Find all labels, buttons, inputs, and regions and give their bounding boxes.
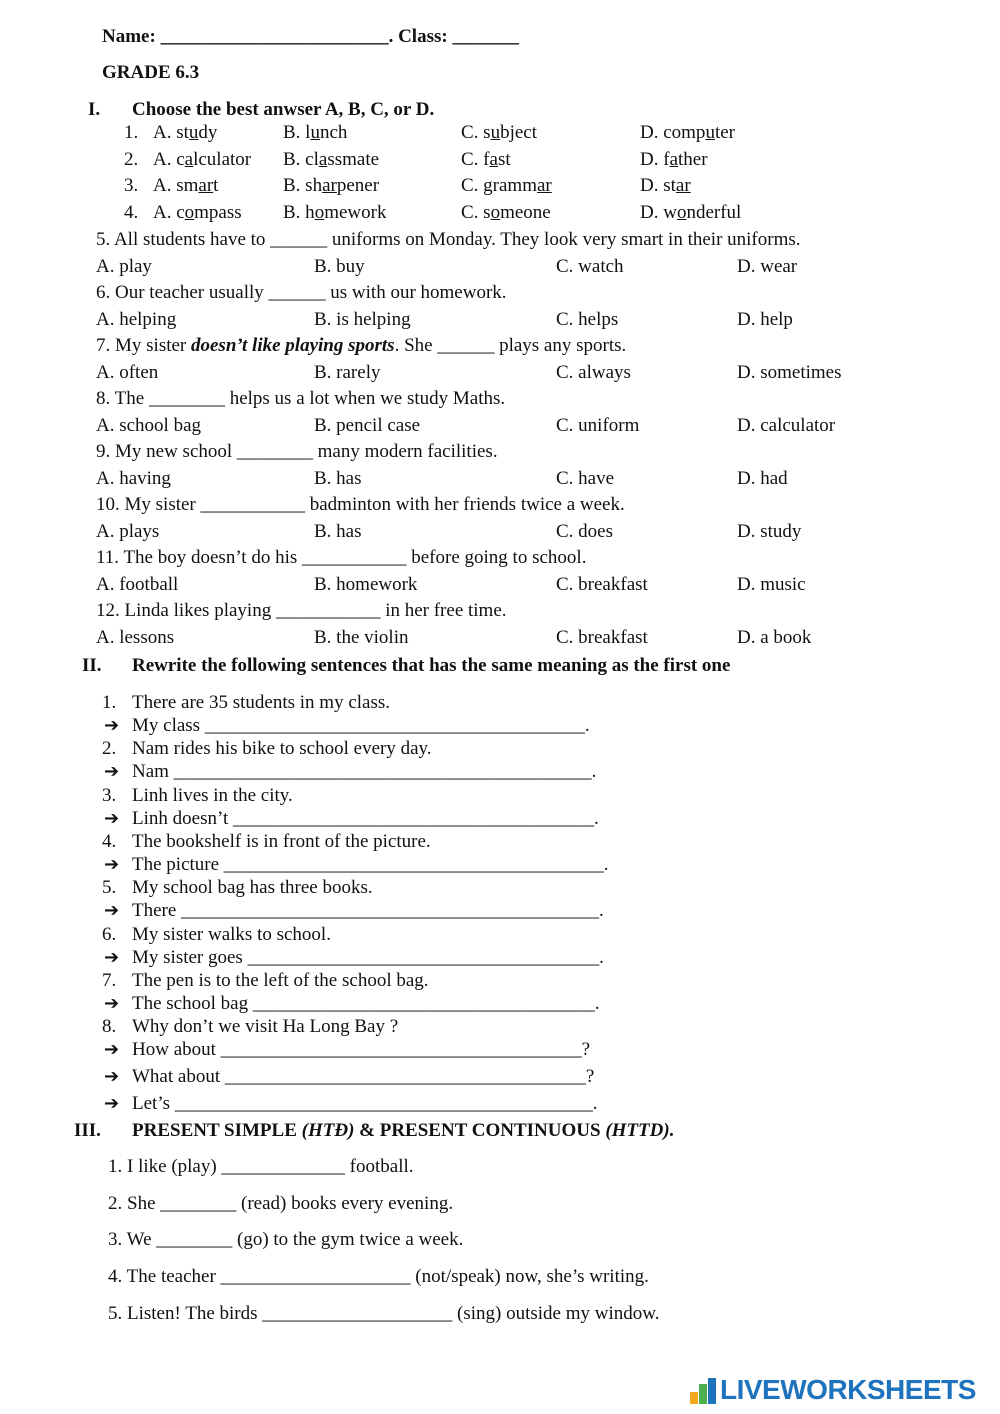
original-sentence: My sister walks to school. [132,924,331,945]
right-arrow-icon: ➔ [104,715,120,736]
name-line [102,25,519,49]
verb-exercise-line[interactable]: 2. She ________ (read) books every evening. [108,1192,454,1214]
option-text: A. c [153,148,185,170]
option-text: B. l [283,122,311,143]
rewrite-answer-line[interactable]: My sister goes _____________________________________. [132,947,604,968]
section-3-title-abbr1: (HTĐ) [301,1120,355,1141]
right-arrow-icon: ➔ [104,900,120,921]
right-arrow-icon: ➔ [104,854,120,875]
answer-option[interactable]: D. music [737,574,806,595]
stem-text: . She ______ plays any sports. [394,335,627,356]
liveworksheets-mark-icon [690,1378,716,1404]
question-stem [96,334,626,358]
sentence-number: 4. [102,831,117,852]
answer-option[interactable]: A. having [96,468,171,489]
sentence-number: 2. [102,738,117,759]
underlined-sound: a [669,148,678,170]
option-text: B. cl [283,148,319,170]
underlined-sound: u [490,122,501,143]
right-arrow-icon: ➔ [104,808,120,829]
sentence-number: 5. [102,877,117,898]
pron-option[interactable] [461,174,552,198]
question-stem: 6. Our teacher usually ______ us with our homework. [96,282,507,303]
pron-option[interactable] [153,121,217,145]
option-text: st [497,148,511,170]
option-text: C. s [461,201,491,223]
section-3-title-part1: PRESENT SIMPLE [132,1120,302,1141]
underlined-sound: u [705,122,715,143]
option-text: lculator [193,148,252,170]
option-text: B. h [283,201,315,223]
pron-option[interactable] [640,148,708,172]
answer-option[interactable]: B. the violin [314,627,409,648]
answer-option[interactable]: C. always [556,362,631,383]
answer-option[interactable]: C. watch [556,256,624,277]
pron-option[interactable] [153,148,251,172]
original-sentence: Linh lives in the city. [132,785,293,806]
underlined-sound: o [184,201,195,223]
underlined-sound: a [489,148,498,170]
pron-option[interactable] [283,148,379,172]
answer-option[interactable]: B. homework [314,574,418,595]
sentence-number: 8. [102,1016,117,1037]
name-blank[interactable]: ________________________ [160,26,389,47]
rewrite-answer-line[interactable]: Linh doesn’t ______________________________________. [132,808,599,829]
underlined-sound: ar [198,175,214,196]
option-text: A. st [153,122,189,143]
underlined-sound: o [490,201,501,223]
right-arrow-icon: ➔ [104,1093,120,1114]
answer-option[interactable]: C. does [556,521,613,542]
answer-option[interactable]: D. a book [737,627,812,648]
answer-option[interactable]: B. has [314,468,362,489]
question-stem: 9. My new school ________ many modern facilities. [96,441,498,462]
rewrite-answer-line[interactable]: Let’s ____________________________________________. [132,1093,598,1114]
original-sentence: My school bag has three books. [132,877,373,898]
section-3-title [132,1119,674,1143]
underlined-sound: a [318,148,328,170]
name-label: Name: [102,26,156,47]
underlined-sound: u [188,122,199,143]
option-text: C. gramm [461,175,537,196]
answer-option[interactable]: B. is helping [314,309,411,330]
option-text: mework [324,201,387,223]
answer-option[interactable]: C. breakfast [556,574,648,595]
answer-option[interactable]: D. study [737,521,802,542]
answer-option[interactable]: B. buy [314,256,365,277]
rewrite-answer-line[interactable]: The picture ________________________________________. [132,854,609,875]
answer-option[interactable]: C. breakfast [556,627,648,648]
sentence-number: 3. [102,785,117,806]
answer-option[interactable]: B. has [314,521,362,542]
pron-option[interactable] [461,121,537,145]
pron-option[interactable] [461,148,511,172]
rewrite-answer-line[interactable]: The school bag ____________________________________. [132,993,600,1014]
verb-exercise-line[interactable]: 5. Listen! The birds ____________________ (sing) outside my window. [108,1302,660,1324]
option-text: mpass [194,201,242,223]
answer-option[interactable]: A. helping [96,309,177,330]
verb-exercise-line[interactable]: 1. I like (play) _____________ football. [108,1156,414,1177]
question-stem: 11. The boy doesn’t do his ___________ before going to school. [96,547,587,568]
verb-exercise-line[interactable]: 3. We ________ (go) to the gym twice a week. [108,1229,464,1251]
question-stem: 12. Linda likes playing ___________ in her free time. [96,600,507,621]
answer-option[interactable]: A. plays [96,521,160,542]
class-label: . Class: [388,26,448,47]
section-3-title-part2: & PRESENT CONTINUOUS [354,1120,606,1141]
option-text: ssmate [327,148,380,170]
option-text: C. f [461,148,490,170]
right-arrow-icon: ➔ [104,993,120,1014]
option-text: B. sh [283,175,323,196]
stem-emphasis: doesn’t like playing sports [191,335,395,356]
pron-option[interactable] [283,174,379,198]
underlined-sound: a [184,148,194,170]
option-text: ther [678,148,708,170]
pron-number: 2. [124,148,139,170]
pron-option[interactable] [283,121,347,145]
option-text: nch [319,122,348,143]
pron-option[interactable] [461,201,551,225]
question-stem: 8. The ________ helps us a lot when we study Maths. [96,388,506,409]
sentence-number: 6. [102,924,117,945]
option-text: A. c [153,201,185,223]
stem-text: 7. My sister [96,335,191,356]
rewrite-answer-line[interactable]: What about ______________________________________? [132,1066,595,1087]
question-stem: 10. My sister ___________ badminton with her friends twice a week. [96,494,625,515]
liveworksheets-logo-text: LIVEWORKSHEETS [720,1374,976,1405]
original-sentence: The pen is to the left of the school bag. [132,970,429,991]
class-blank[interactable]: _______ [452,26,519,47]
liveworksheets-logo [690,1373,990,1407]
option-text: nderful [686,201,742,223]
underlined-sound: u [310,122,320,143]
answer-option[interactable]: D. help [737,309,793,330]
answer-option[interactable]: B. pencil case [314,415,421,436]
pron-number: 3. [124,175,139,196]
answer-option[interactable]: D. had [737,468,788,489]
option-text: D. f [640,148,670,170]
option-text: A. sm [153,175,199,196]
section-2-title: Rewrite the following sentences that has the same meaning as the first one [132,655,731,676]
rewrite-answer-line[interactable]: My class ________________________________________. [132,715,590,736]
section-3-number: III. [74,1120,101,1141]
pron-option[interactable] [153,174,218,198]
rewrite-answer-line[interactable]: There ____________________________________________. [132,900,604,921]
section-3-title-abbr2: (HTTD). [605,1120,675,1141]
grade-label: GRADE 6.3 [102,62,200,83]
underlined-sound: o [314,201,325,223]
option-text: bject [500,122,538,143]
option-text: C. s [461,122,491,143]
pron-number: 1. [124,122,139,143]
answer-option[interactable]: D. sometimes [737,362,842,383]
answer-option[interactable]: D. wear [737,256,798,277]
answer-option[interactable]: A. football [96,574,179,595]
question-stem: 5. All students have to ______ uniforms on Monday. They look very smart in their uniforms. [96,229,801,250]
answer-option[interactable]: A. play [96,256,152,277]
section-2-number: II. [82,655,102,676]
right-arrow-icon: ➔ [104,947,120,968]
answer-option[interactable]: C. helps [556,309,619,330]
verb-exercise-line[interactable]: 4. The teacher ____________________ (not/speak) now, she’s writing. [108,1266,649,1288]
option-text: meone [500,201,551,223]
option-text: D. comp [640,122,706,143]
original-sentence: Why don’t we visit Ha Long Bay ? [132,1016,399,1037]
answer-option[interactable]: A. often [96,362,159,383]
underlined-sound: o [676,201,687,223]
underlined-sound: ar [322,175,337,196]
original-sentence: The bookshelf is in front of the picture. [132,831,431,852]
pron-option[interactable] [640,121,735,145]
pron-option[interactable] [640,174,691,198]
answer-option[interactable]: C. uniform [556,415,640,436]
option-text: D. w [640,201,677,223]
pron-option[interactable] [640,201,741,225]
answer-option[interactable]: A. school bag [96,415,202,436]
option-text: D. st [640,175,676,196]
right-arrow-icon: ➔ [104,1039,120,1060]
answer-option[interactable]: B. rarely [314,362,381,383]
original-sentence: Nam rides his bike to school every day. [132,738,432,759]
right-arrow-icon: ➔ [104,1066,120,1087]
section-1-number: I. [88,99,101,120]
right-arrow-icon: ➔ [104,761,120,782]
original-sentence: There are 35 students in my class. [132,692,391,713]
option-text: dy [198,122,218,143]
answer-option[interactable]: A. lessons [96,627,175,648]
answer-option[interactable]: C. have [556,468,615,489]
pron-option[interactable] [153,201,242,225]
option-text: t [213,175,219,196]
option-text: ter [714,122,735,143]
answer-option[interactable]: D. calculator [737,415,836,436]
rewrite-answer-line[interactable]: Nam ____________________________________________. [132,761,597,782]
pron-number: 4. [124,201,139,223]
option-text: pener [336,175,380,196]
rewrite-answer-line[interactable]: How about ______________________________________? [132,1039,591,1060]
pron-option[interactable] [283,201,386,225]
underlined-sound: ar [675,175,691,196]
sentence-number: 7. [102,970,117,991]
underlined-sound: ar [537,175,552,196]
section-1-title: Choose the best anwser A, B, C, or D. [132,99,435,120]
sentence-number: 1. [102,692,117,713]
